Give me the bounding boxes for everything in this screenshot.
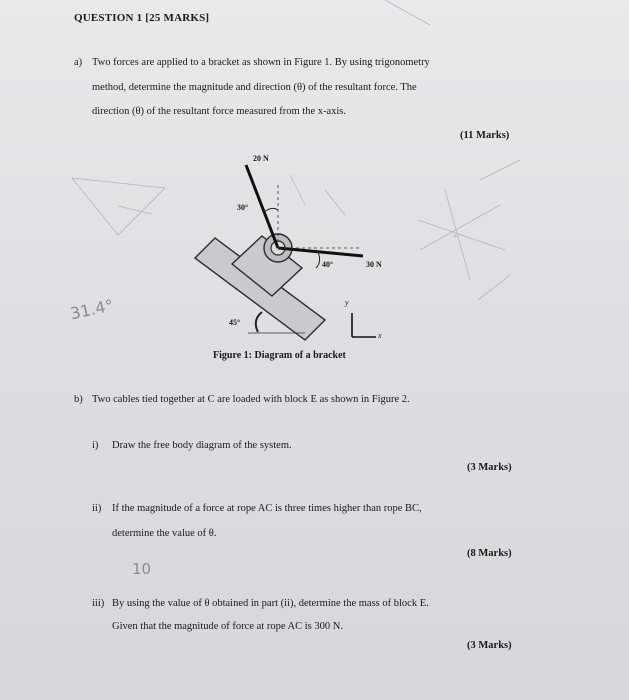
angle-right-label: 40° xyxy=(322,260,334,269)
part-b-iii-label: iii) xyxy=(92,598,105,609)
part-b-i-label: i) xyxy=(92,440,99,451)
force-top-label: 20 N xyxy=(253,154,269,163)
angle-30-arc xyxy=(264,208,278,212)
part-b-ii-label: ii) xyxy=(92,503,102,514)
part-b-text: Two cables tied together at C are loaded with block E as shown in Figure 2. xyxy=(92,394,410,405)
part-b-iii-line-2: Given that the magnitude of force at rope AC is 300 N. xyxy=(112,621,343,632)
x-axis-label: x xyxy=(378,331,382,340)
part-a-line-2: method, determine the magnitude and direction (θ) of the resultant force. The xyxy=(92,82,417,93)
part-b-label: b) xyxy=(74,394,83,405)
part-a-line-3: direction (θ) of the resultant force measured from the x-axis. xyxy=(92,106,347,117)
force-right-label: 30 N xyxy=(366,260,382,269)
angle-45-arc xyxy=(256,312,262,332)
part-a-line-1: Two forces are applied to a bracket as shown in Figure 1. By using trigonometry xyxy=(92,57,430,68)
part-a-marks: (11 Marks) xyxy=(460,130,510,141)
question-title: QUESTION 1 [25 MARKS] xyxy=(74,12,210,24)
part-b-ii-line-2: determine the value of θ. xyxy=(112,528,217,539)
part-b-ii-line-1: If the magnitude of a force at rope AC is three times higher than rope BC, xyxy=(112,503,422,514)
angle-base-label: 45° xyxy=(229,318,241,327)
handwritten-number: 10 xyxy=(132,560,152,578)
y-axis-label: y xyxy=(345,298,349,307)
part-b-i-marks: (3 Marks) xyxy=(467,462,512,473)
part-b-iii-line-1: By using the value of θ obtained in part (ii), determine the mass of block E. xyxy=(112,598,429,609)
part-b-ii-marks: (8 Marks) xyxy=(467,548,512,559)
angle-top-label: 30° xyxy=(237,203,249,212)
figure-1-caption: Figure 1: Diagram of a bracket xyxy=(213,350,346,361)
part-b-iii-marks: (3 Marks) xyxy=(467,640,512,651)
part-b-i-text: Draw the free body diagram of the system. xyxy=(112,440,292,451)
part-a-label: a) xyxy=(74,57,83,68)
angle-40-arc xyxy=(316,252,320,268)
handwritten-angle: 31.4° xyxy=(68,295,116,324)
